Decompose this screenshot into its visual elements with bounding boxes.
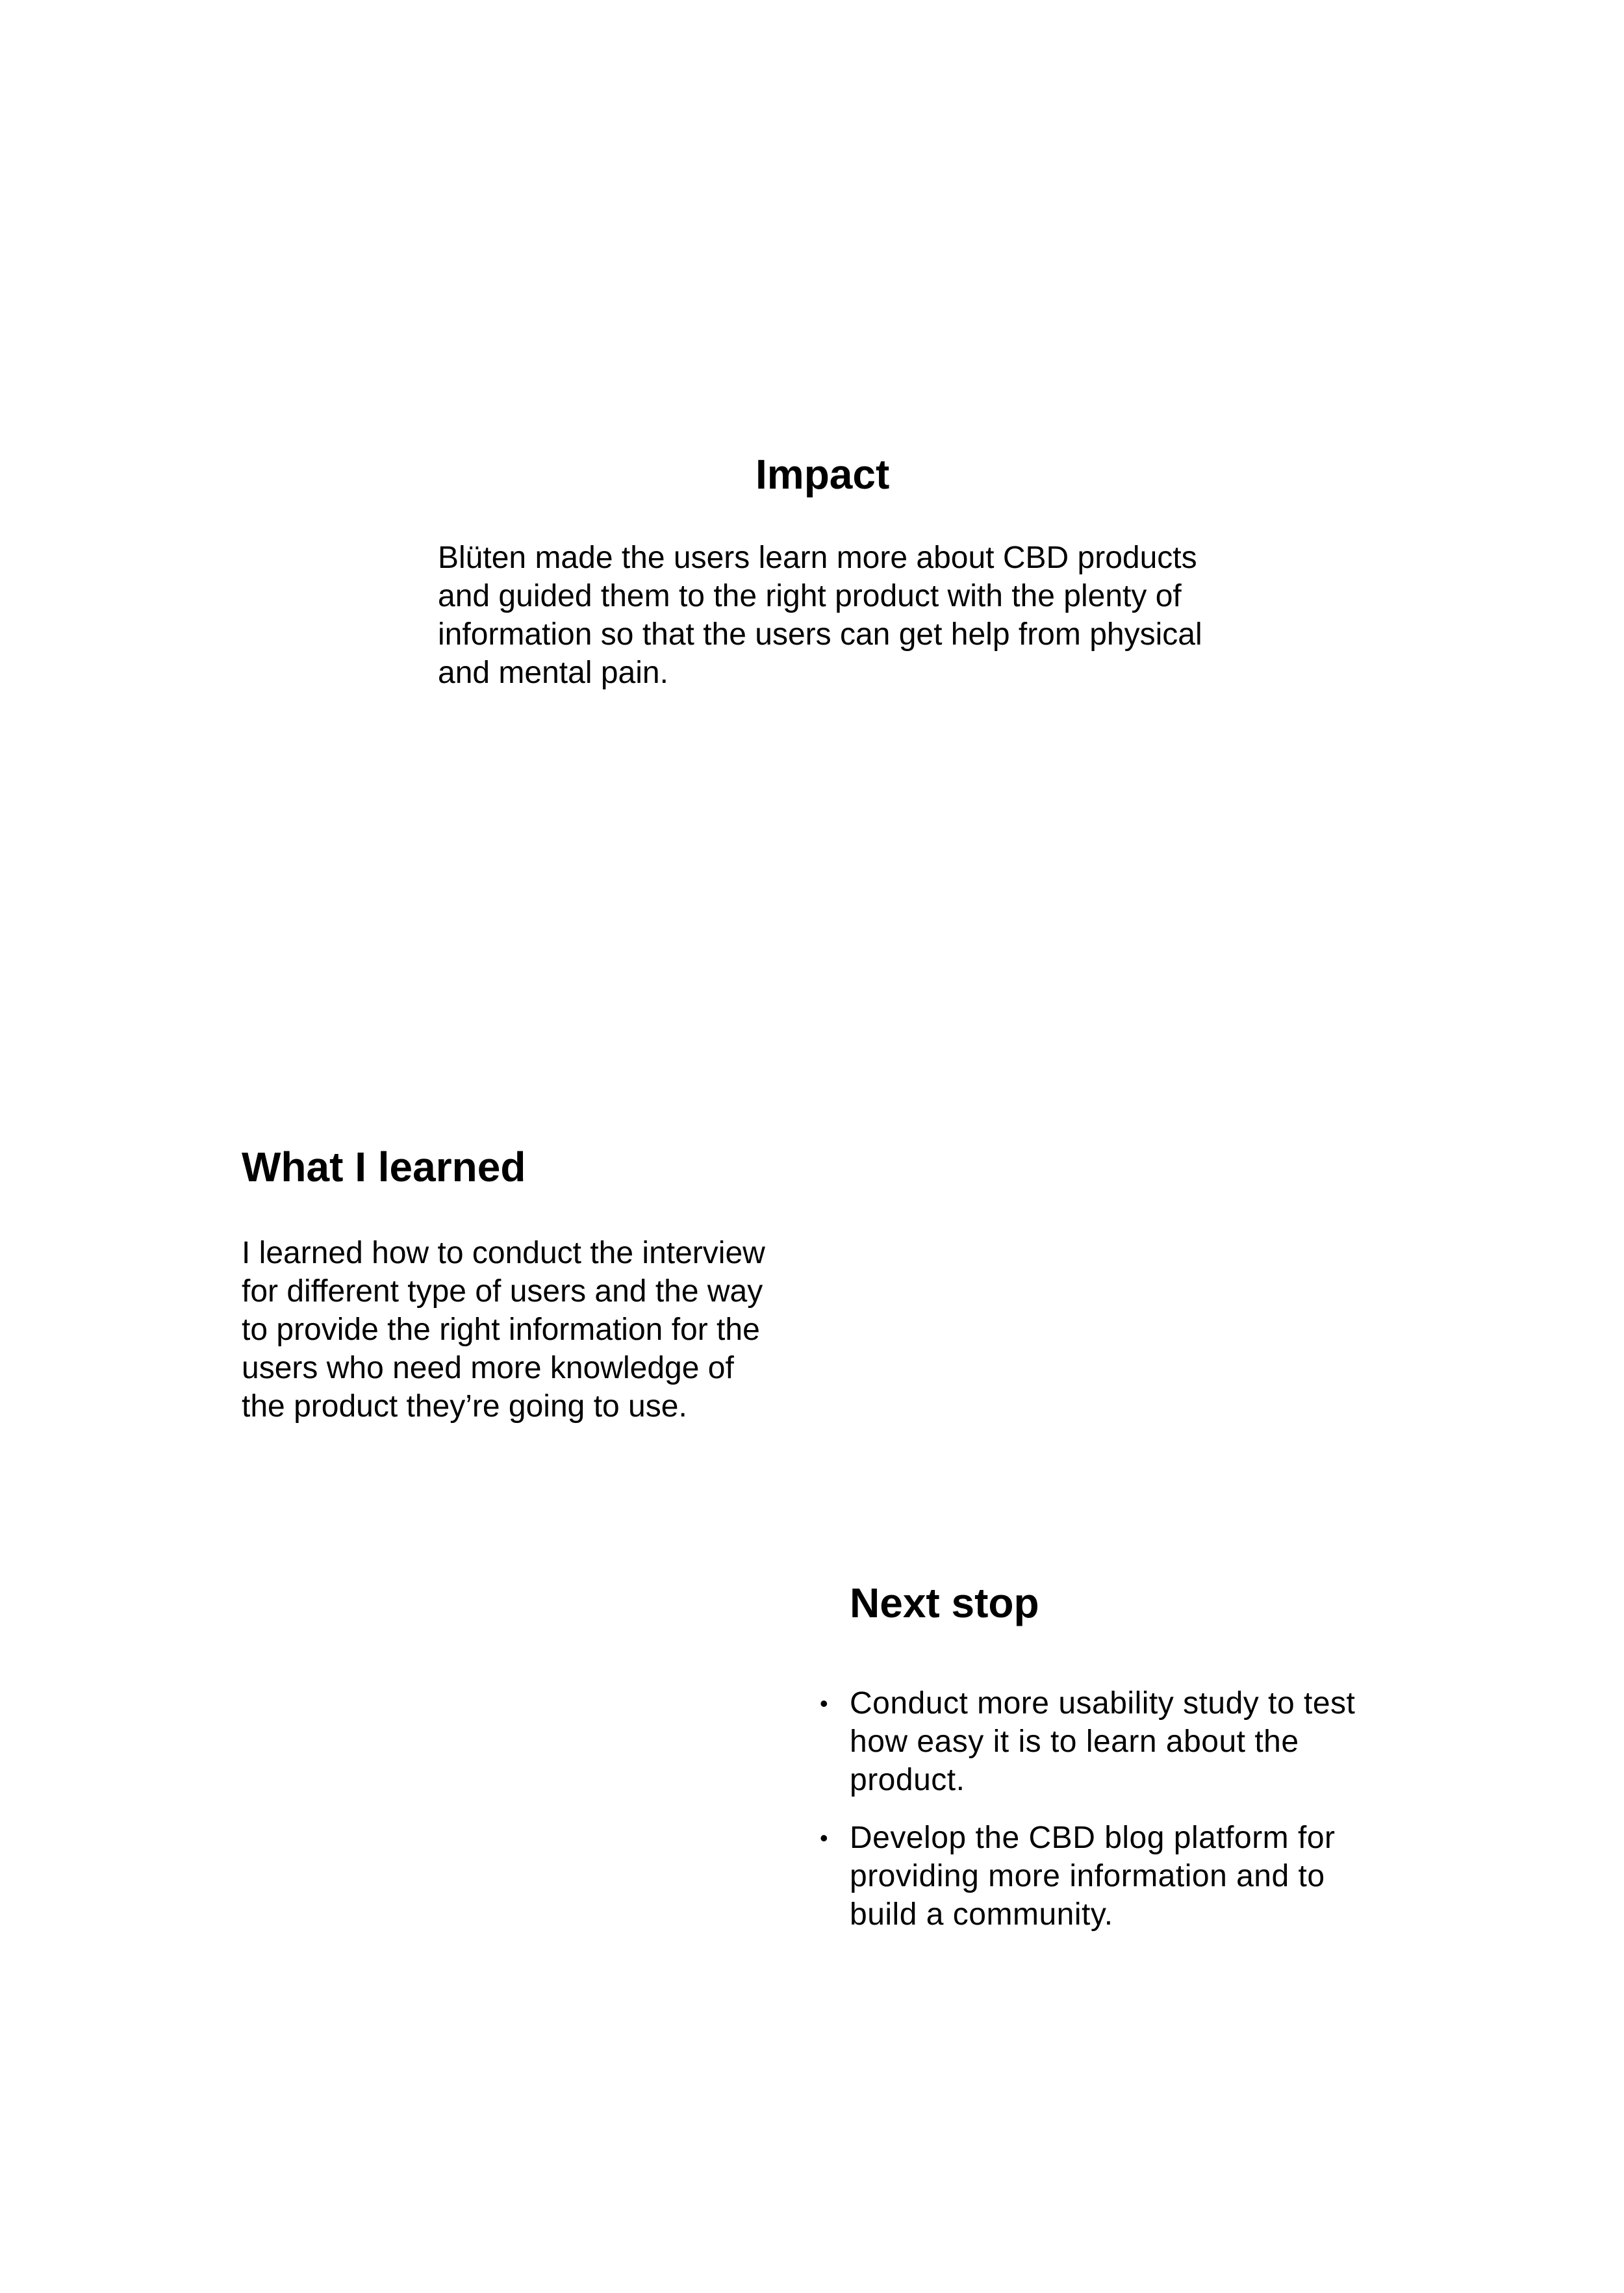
list-item-line: product.	[850, 1763, 965, 1797]
what-i-learned-paragraph	[242, 1234, 765, 1426]
list-item-line: Conduct more usability study to test	[850, 1686, 1356, 1721]
next-stop-list	[820, 1684, 1355, 1934]
impact-line: Blüten made the users learn more about CBD products	[438, 541, 1197, 575]
list-item-line: build a community.	[850, 1897, 1113, 1932]
list-item-line: how easy it is to learn about the	[850, 1724, 1299, 1759]
impact-line: and guided them to the right product with the plenty of	[438, 579, 1182, 613]
learned-line: for different type of users and the way	[242, 1274, 763, 1309]
what-i-learned-heading: What I learned	[242, 1144, 526, 1190]
list-item-line: providing more information and to	[850, 1859, 1325, 1893]
learned-line: I learned how to conduct the interview	[242, 1236, 765, 1270]
bullet-icon: •	[820, 1825, 829, 1851]
list-item-line: Develop the CBD blog platform for	[850, 1821, 1336, 1855]
impact-paragraph	[438, 539, 1202, 692]
list-item	[820, 1819, 1355, 1934]
learned-line: users who need more knowledge of	[242, 1351, 734, 1385]
bullet-icon: •	[820, 1690, 829, 1717]
list-item	[820, 1684, 1355, 1799]
impact-line: and mental pain.	[438, 656, 668, 690]
impact-line: information so that the users can get help from physical	[438, 617, 1202, 652]
next-stop-heading: Next stop	[850, 1580, 1039, 1626]
learned-line: to provide the right information for the	[242, 1313, 760, 1347]
learned-line: the product they’re going to use.	[242, 1389, 687, 1424]
impact-heading: Impact	[755, 451, 890, 498]
